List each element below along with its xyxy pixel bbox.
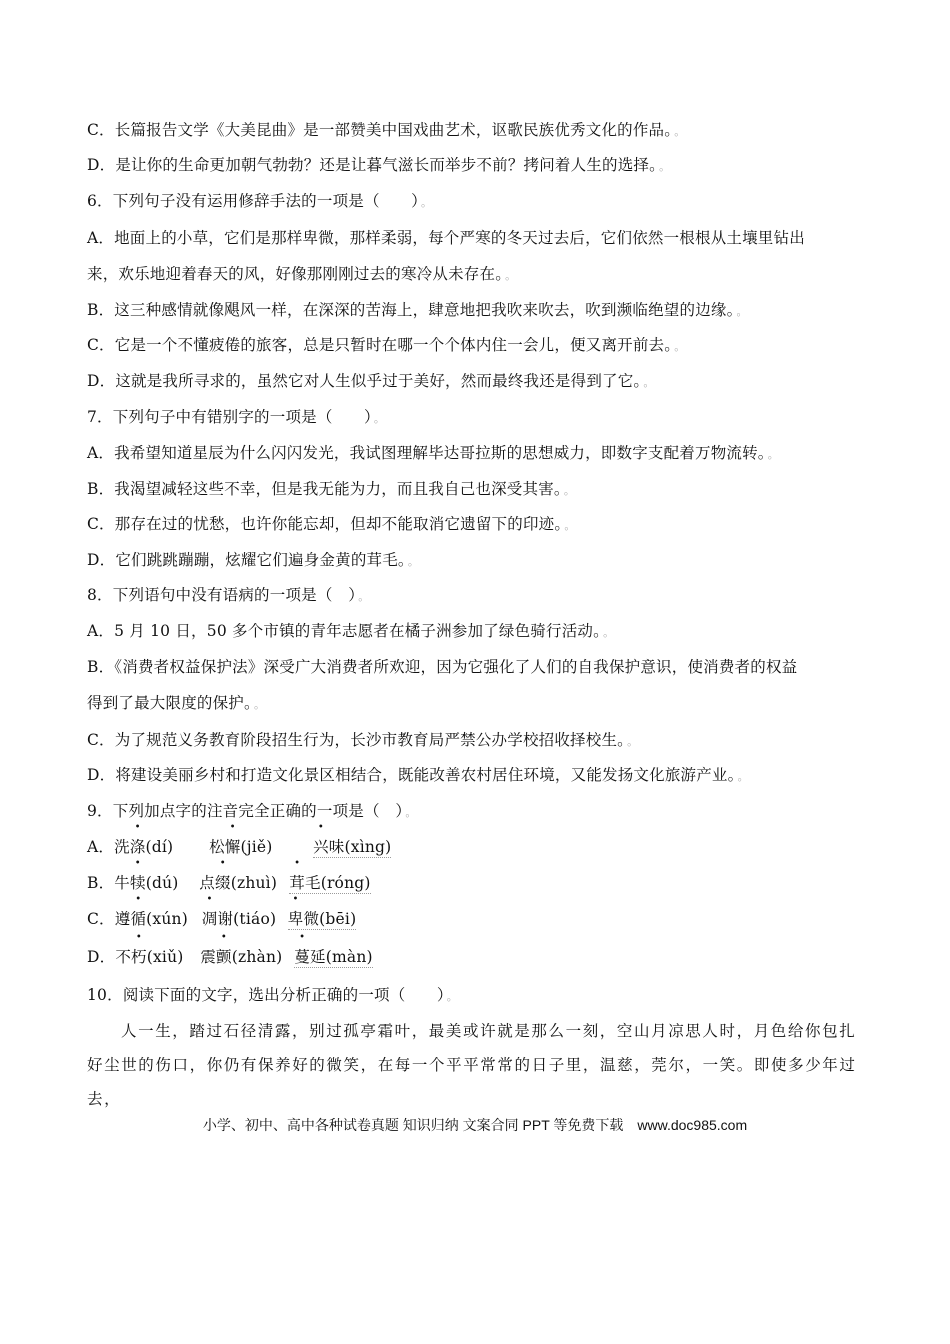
question-8: 8．下列语句中没有语病的一项是（ ） 。: [87, 586, 370, 604]
q6-option-c: C．它是一个不懂疲倦的旅客，总是只暂时在哪一个个体内住一会儿，便又离开前去。 。: [87, 336, 686, 354]
q7-option-d: D．它们跳跳蹦蹦，炫耀它们遍身金黄的茸毛。 。: [87, 551, 420, 569]
q8-option-d: D．将建设美丽乡村和打造文化景区相结合，既能改善农村居住环境，又能发扬文化旅游产业。 。: [87, 766, 749, 784]
reading-passage: 人一生，踏过石径清露，别过孤亭霜叶，最美或许就是那么一刻，空山月凉思人时，月色给你包扎好尘世的伤口，你仍有保养好的微笑，在每一个平平常常的日子里，温慈，莞尔，一笑。即使多少年过去，: [87, 1022, 857, 1108]
q6-option-a-line1: A．地面上的小草，它们是那样卑微，那样柔弱，每个严寒的冬天过去后，它们依然一根根从土壤里钻出: [87, 229, 805, 247]
q6-option-b: B．这三种感情就像飓风一样，在深深的苦海上，肆意地把我吹来吹去，吹到濒临绝望的边缘。 。: [87, 301, 748, 319]
question-10: 10．阅读下面的文字，选出分析正确的一项（ ） 。: [87, 986, 458, 1004]
q7-option-a: A．我希望知道星辰为什么闪闪发光，我试图理解毕达哥拉斯的思想威力，即数字支配着万物流转。 。: [87, 444, 779, 462]
page-footer: [0, 1115, 950, 1135]
q6-option-a-line2: 来，欢乐地迎着春天的风，好像那刚刚过去的寒冷从未存在。 。: [87, 265, 517, 283]
q9-option-b: B．牛犊(dú) 点缀(zhuì) 茸毛(róng): [87, 871, 371, 894]
q7-option-c: C．那存在过的忧愁，也许你能忘却，但却不能取消它遗留下的印迹。 。: [87, 515, 576, 533]
question-7: 7．下列句子中有错别字的一项是（ ） 。: [87, 408, 386, 426]
q8-option-b-line1: B．《消费者权益保护法》深受广大消费者所欢迎，因为它强化了人们的自我保护意识，使消费者的权益: [87, 658, 798, 676]
q9-option-c: C．遵循(xún) 凋谢(tiáo) 卑微(bēi): [87, 907, 356, 930]
q5-option-c: C．长篇报告文学《大美昆曲》是一部赞美中国戏曲艺术，讴歌民族优秀文化的作品。 。: [87, 121, 686, 139]
q6-option-d: D．这就是我所寻求的，虽然它对人生似乎过于美好，然而最终我还是得到了它。 。: [87, 372, 655, 390]
q8-option-b-line2: 得到了最大限度的保护。 。: [87, 694, 266, 712]
q9-option-d: D．不朽(xiǔ) 震颤(zhàn) 蔓延(màn): [87, 945, 373, 968]
question-6: 6．下列句子没有运用修辞手法的一项是（ ） 。: [87, 192, 433, 210]
question-9: 9．下列加点字的注音完全正确的一项是（ ） 。: [87, 802, 417, 820]
footer-url[interactable]: www.doc985.com: [637, 1117, 748, 1133]
q5-option-d: D．是让你的生命更加朝气勃勃？还是让暮气滋长而举步不前？拷问着人生的选择。 。: [87, 156, 671, 174]
q8-option-a: A．5 月 10 日，50 多个市镇的青年志愿者在橘子洲参加了绿色骑行活动。 。: [87, 622, 615, 640]
footer-text: 小学、初中、高中各种试卷真题 知识归纳 文案合同 PPT 等免费下载: [202, 1117, 624, 1133]
q9-option-a: A．洗涤(dí) 松懈(jiě) 兴味(xìng): [87, 835, 391, 858]
q7-option-b: B．我渴望减轻这些不幸，但是我无能为力，而且我自己也深受其害。 。: [87, 480, 576, 498]
q8-option-c: C．为了规范义务教育阶段招生行为，长沙市教育局严禁公办学校招收择校生。 。: [87, 731, 639, 749]
